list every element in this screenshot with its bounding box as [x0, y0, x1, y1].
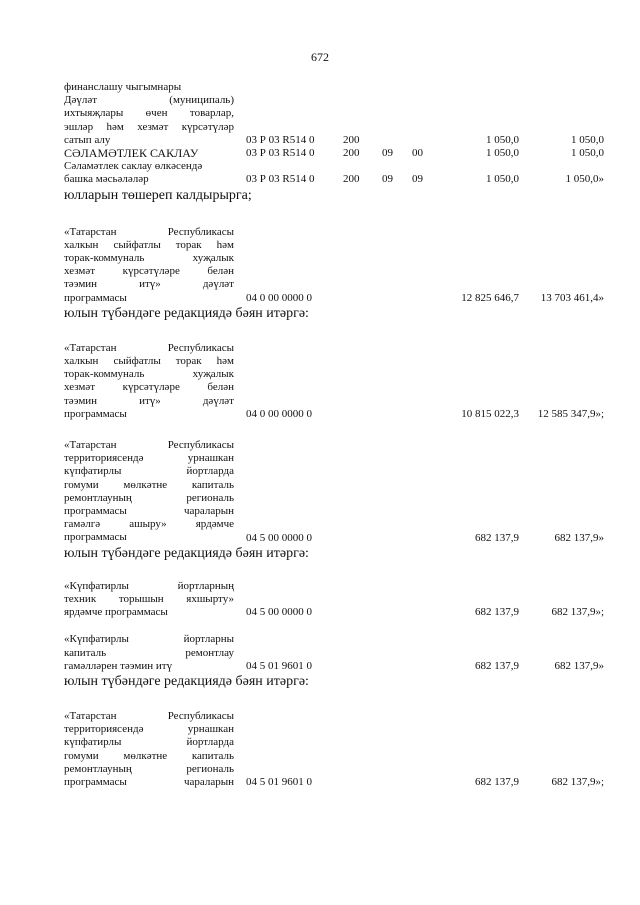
name-line: «Татарстан Республикасы	[64, 225, 234, 238]
amount-year1: 12 825 646,7	[461, 291, 519, 304]
name-line: капиталь ремонтлау	[64, 646, 234, 659]
amount-year2: 12 585 347,9»;	[537, 407, 604, 420]
name-line: хезмәт күрсәтүләре белән	[64, 265, 234, 278]
amount-year2: 682 137,9»	[554, 659, 604, 672]
name-line: сатып алу	[64, 133, 111, 146]
table-row	[64, 633, 604, 673]
amount-year1: 682 137,9	[475, 775, 519, 788]
name-line: торак-коммуналь хуҗалык	[64, 252, 234, 265]
name-line: гомуми мөлкәтне капиталь	[64, 749, 234, 762]
name-line: халкын сыйфатлы торак һәм	[64, 355, 234, 368]
target-code: 04 5 00 0000 0	[246, 606, 312, 619]
amount-year1: 682 137,9	[475, 531, 519, 544]
amount-year1: 1 050,0	[486, 133, 519, 146]
name-line: «Татарстан Республикасы	[64, 709, 234, 722]
amount-year1: 10 815 022,3	[461, 407, 519, 420]
name-line: күпфатирлы йортларда	[64, 465, 234, 478]
name-line: ярдәмче программасы	[64, 606, 168, 619]
name-line: Сәламәтлек саклау өлкәсендә	[64, 160, 203, 173]
budget-table	[64, 81, 604, 789]
name-line: хезмәт күрсәтүләре белән	[64, 381, 234, 394]
expense-type: 200	[343, 147, 360, 160]
name-line: гамәлләрен тәэмин итү	[64, 659, 173, 672]
amount-year1: 1 050,0	[486, 147, 519, 160]
name-line: программасы	[64, 291, 127, 304]
name-line: гамәлгә ашыру» ярдәмче	[64, 518, 234, 531]
name-line: программасы чараларын	[64, 775, 234, 788]
table-row	[64, 342, 604, 421]
name-line: программасы чараларын	[64, 505, 234, 518]
table-row	[64, 226, 604, 305]
name-line: халкын сыйфатлы торак һәм	[64, 238, 234, 251]
page-number: 672	[311, 50, 329, 64]
instruction-text: юлын түбәндәге редакциядә бәян итәргә:	[64, 305, 309, 321]
target-code: 04 0 00 0000 0	[246, 407, 312, 420]
target-code: 04 5 00 0000 0	[246, 531, 312, 544]
name-line: гомуми мөлкәтне капиталь	[64, 478, 234, 491]
target-code: 03 Р 03 R514 0	[246, 133, 315, 146]
amount-year1: 682 137,9	[475, 606, 519, 619]
name-line: тәэмин итү» дәүләт	[64, 278, 234, 291]
instruction-text: юлын түбәндәге редакциядә бәян итәргә:	[64, 673, 309, 689]
name-line: программасы	[64, 407, 127, 420]
amount-year2: 1 050,0»	[565, 173, 604, 186]
section-code: 09	[382, 173, 393, 186]
name-line: территориясендә урнашкан	[64, 723, 234, 736]
name-line: тәэмин итү» дәүләт	[64, 394, 234, 407]
name-line: башка мәсьәләләр	[64, 173, 149, 186]
name-line: Дәүләт (муниципаль)	[64, 94, 234, 107]
name-line: «Татарстан Республикасы	[64, 341, 234, 354]
name-line: ремонтлауның региональ	[64, 491, 234, 504]
amount-year1: 1 050,0	[486, 173, 519, 186]
target-code: 04 5 01 9601 0	[246, 659, 312, 672]
section-code: 09	[382, 147, 393, 160]
amount-year2: 13 703 461,4»	[540, 291, 604, 304]
amount-year2: 682 137,9»	[554, 531, 604, 544]
expense-type: 200	[343, 133, 360, 146]
expense-type: 200	[343, 173, 360, 186]
name-line: СӘЛАМӘТЛЕК САКЛАУ	[64, 146, 199, 161]
name-line: ремонтлауның региональ	[64, 762, 234, 775]
table-row	[64, 710, 604, 789]
name-line: «Күпфатирлы йортларны	[64, 633, 234, 646]
instruction-text: юлын түбәндәге редакциядә бәян итәргә:	[64, 545, 309, 561]
table-row	[64, 160, 604, 186]
table-row	[64, 439, 604, 545]
name-line: күпфатирлы йортларда	[64, 736, 234, 749]
target-code: 04 5 01 9601 0	[246, 775, 312, 788]
table-row	[64, 81, 604, 147]
name-line: ихтыяҗлары өчен товарлар,	[64, 107, 234, 120]
name-line: финанслашу чыгымнары	[64, 81, 182, 93]
target-code: 04 0 00 0000 0	[246, 291, 312, 304]
name-line: эшләр һәм хезмәт күрсәтүләр	[64, 120, 234, 133]
amount-year2: 682 137,9»;	[551, 775, 604, 788]
name-line: техник торышын яхшырту»	[64, 592, 234, 605]
amount-year2: 1 050,0	[571, 147, 604, 160]
row-name	[64, 439, 234, 545]
subsection-code: 09	[412, 173, 423, 186]
amount-year2: 682 137,9»;	[551, 606, 604, 619]
table-row	[64, 580, 604, 620]
amount-year2: 1 050,0	[571, 133, 604, 146]
name-line: торак-коммуналь хуҗалык	[64, 368, 234, 381]
subsection-code: 00	[412, 147, 423, 160]
name-line: территориясендә урнашкан	[64, 452, 234, 465]
name-line: «Татарстан Республикасы	[64, 439, 234, 452]
target-code: 03 Р 03 R514 0	[246, 173, 315, 186]
name-line: программасы	[64, 531, 127, 544]
table-row	[64, 147, 604, 160]
target-code: 03 Р 03 R514 0	[246, 147, 315, 160]
amount-year1: 682 137,9	[475, 659, 519, 672]
name-line: «Күпфатирлы йортларның	[64, 579, 234, 592]
instruction-text: юлларын төшереп калдырырга;	[64, 187, 252, 203]
